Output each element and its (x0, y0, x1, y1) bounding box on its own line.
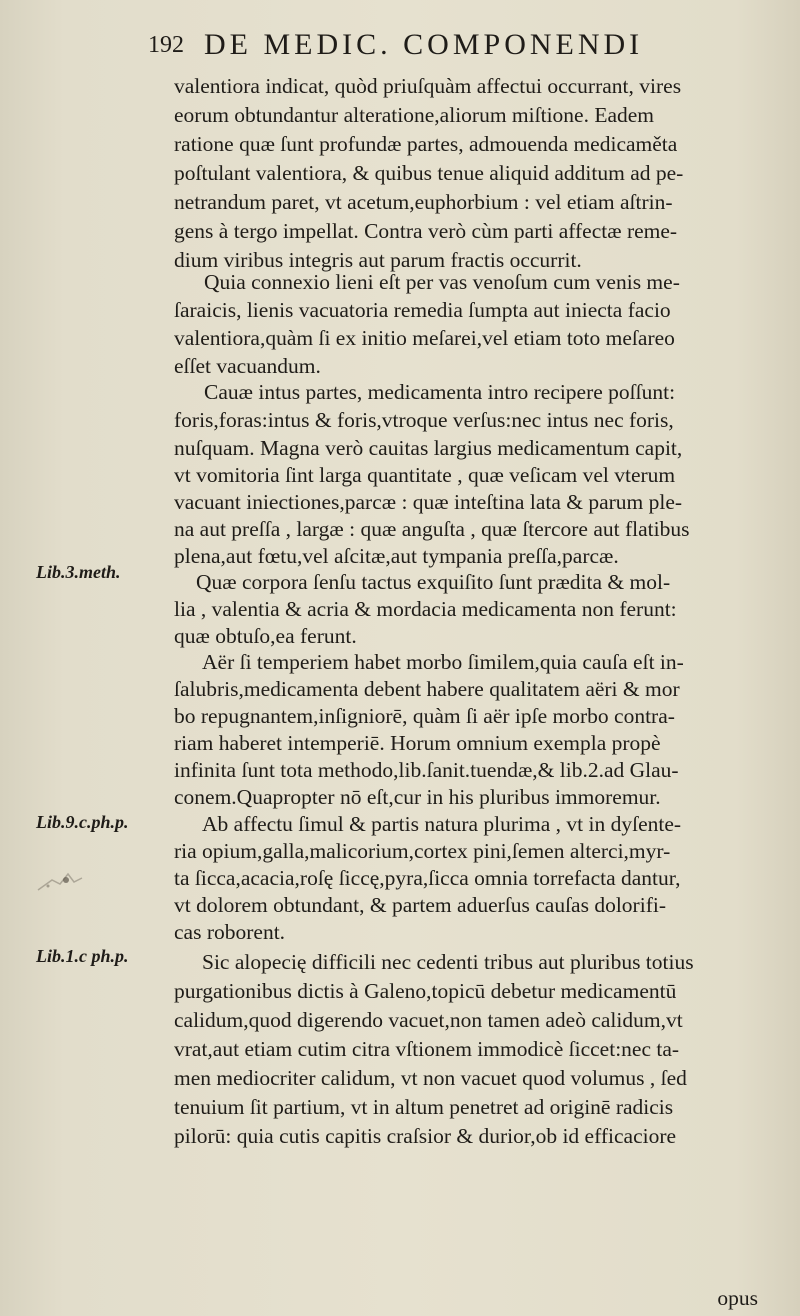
text-line: ſaraicis, lienis vacuatoria remedia ſumpta aut iniecta facio (174, 298, 671, 322)
text-line: men mediocriter calidum, vt non vacuet quod volumus , ſed (174, 1066, 687, 1090)
text-line: valentiora indicat, quòd priuſquàm affectui occurrant, vires (174, 74, 682, 98)
text-line: purgationibus dictis à Galeno,topicū debetur medicamentū (174, 979, 677, 1003)
text-line: valentiora,quàm ſi ex initio meſarei,vel etiam toto meſareo (174, 326, 675, 350)
paragraph-first-line: Sic alopecię difficili nec cedenti tribus aut pluribus totius (202, 950, 694, 974)
text-line: calidum,quod digerendo vacuet,non tamen adeò calidum,vt (174, 1008, 683, 1032)
text-line: netrandum paret, vt acetum,euphorbium : vel etiam aſtrin- (174, 190, 673, 214)
text-line: poſtulant valentiora, & quibus tenue aliquid additum ad pe- (174, 161, 684, 185)
text-line: ſalubris,medicamenta debent habere qualitatem aëri & mor (174, 677, 680, 701)
text-line: vt vomitoria ſint larga quantitate , quæ veſicam vel vterum (174, 463, 676, 487)
text-line: ta ſicca,acacia,roſę ſiccę,pyra,ſicca omnia torrefacta dantur, (174, 866, 681, 890)
text-line: pilorū: quia cutis capitis craſsior & durior,ob id efficaciore (174, 1124, 677, 1148)
text-line: ria opium,galla,malicorium,cortex pini,ſemen alterci,myr- (174, 839, 671, 863)
paragraph-first-line: Quæ corpora ſenſu tactus exquiſito ſunt prædita & mol- (196, 570, 671, 594)
text-line: lia , valentia & acria & mordacia medicamenta non ferunt: (174, 597, 677, 621)
text-line: dium viribus integris aut parum fractis occurrit. (174, 248, 582, 272)
ink-blot-mark (30, 860, 90, 900)
text-line: gens à tergo impellat. Contra verò cùm parti affectæ reme- (174, 219, 678, 243)
catchword: opus (717, 1286, 758, 1310)
paragraph-first-line: Aër ſi temperiem habet morbo ſimilem,quia cauſa eſt in- (202, 650, 684, 674)
paragraph-first-line: Cauæ intus partes, medicamenta intro recipere poſſunt: (204, 380, 676, 404)
text-line: riam haberet intemperiē. Horum omnium exempla propè (174, 731, 661, 755)
page-number: 192 (148, 32, 184, 58)
running-title: DE MEDIC. COMPONENDI (204, 28, 644, 61)
text-line: eorum obtundantur alteratione,aliorum miſtione. Eadem (174, 103, 655, 127)
margin-note-lib1-cphp: Lib.1.c ph.p. (36, 946, 129, 966)
page-header (148, 28, 748, 64)
text-line: cas roborent. (174, 920, 286, 944)
text-line: vrat,aut etiam cutim citra vſtionem immodicè ſiccet:nec ta- (174, 1037, 680, 1061)
text-line: vt dolorem obtundant, & partem aduerſus cauſas dolorifi- (174, 893, 666, 917)
text-line: ratione quæ ſunt profundæ partes, admouenda medicaměta (174, 132, 678, 156)
text-line: na aut preſſa , largæ : quæ anguſta , quæ ſtercore aut flatibus (174, 517, 690, 541)
margin-note-lib9-cphp: Lib.9.c.ph.p. (36, 812, 129, 832)
margin-note-lib3-meth: Lib.3.meth. (36, 562, 121, 582)
text-line: plena,aut fœtu,vel aſcitæ,aut tympania preſſa,parcæ. (174, 544, 619, 568)
text-line: eſſet vacuandum. (174, 354, 321, 378)
text-line: tenuium ſit partium, vt in altum penetret ad originē radicis (174, 1095, 674, 1119)
text-line: infinita ſunt tota methodo,lib.ſanit.tuendæ,& lib.2.ad Glau- (174, 758, 679, 782)
text-line: bo repugnantem,inſigniorē, quàm ſi aër ipſe morbo contra- (174, 704, 675, 728)
paragraph-first-line: Quia connexio lieni eſt per vas venoſum cum venis me- (204, 270, 680, 294)
text-line: quæ obtuſo,ea ferunt. (174, 624, 357, 648)
text-line: nuſquam. Magna verò cauitas largius medicamentum capit, (174, 436, 683, 460)
paragraph-first-line: Ab affectu ſimul & partis natura plurima , vt in dyſente- (202, 812, 682, 836)
text-line: vacuant iniectiones,parcæ : quæ inteſtina lata & parum ple- (174, 490, 683, 514)
text-line: conem.Quapropter nō eſt,cur in his pluribus immoremur. (174, 785, 661, 809)
text-line: foris,foras:intus & foris,vtroque verſus:nec intus nec foris, (174, 408, 674, 432)
